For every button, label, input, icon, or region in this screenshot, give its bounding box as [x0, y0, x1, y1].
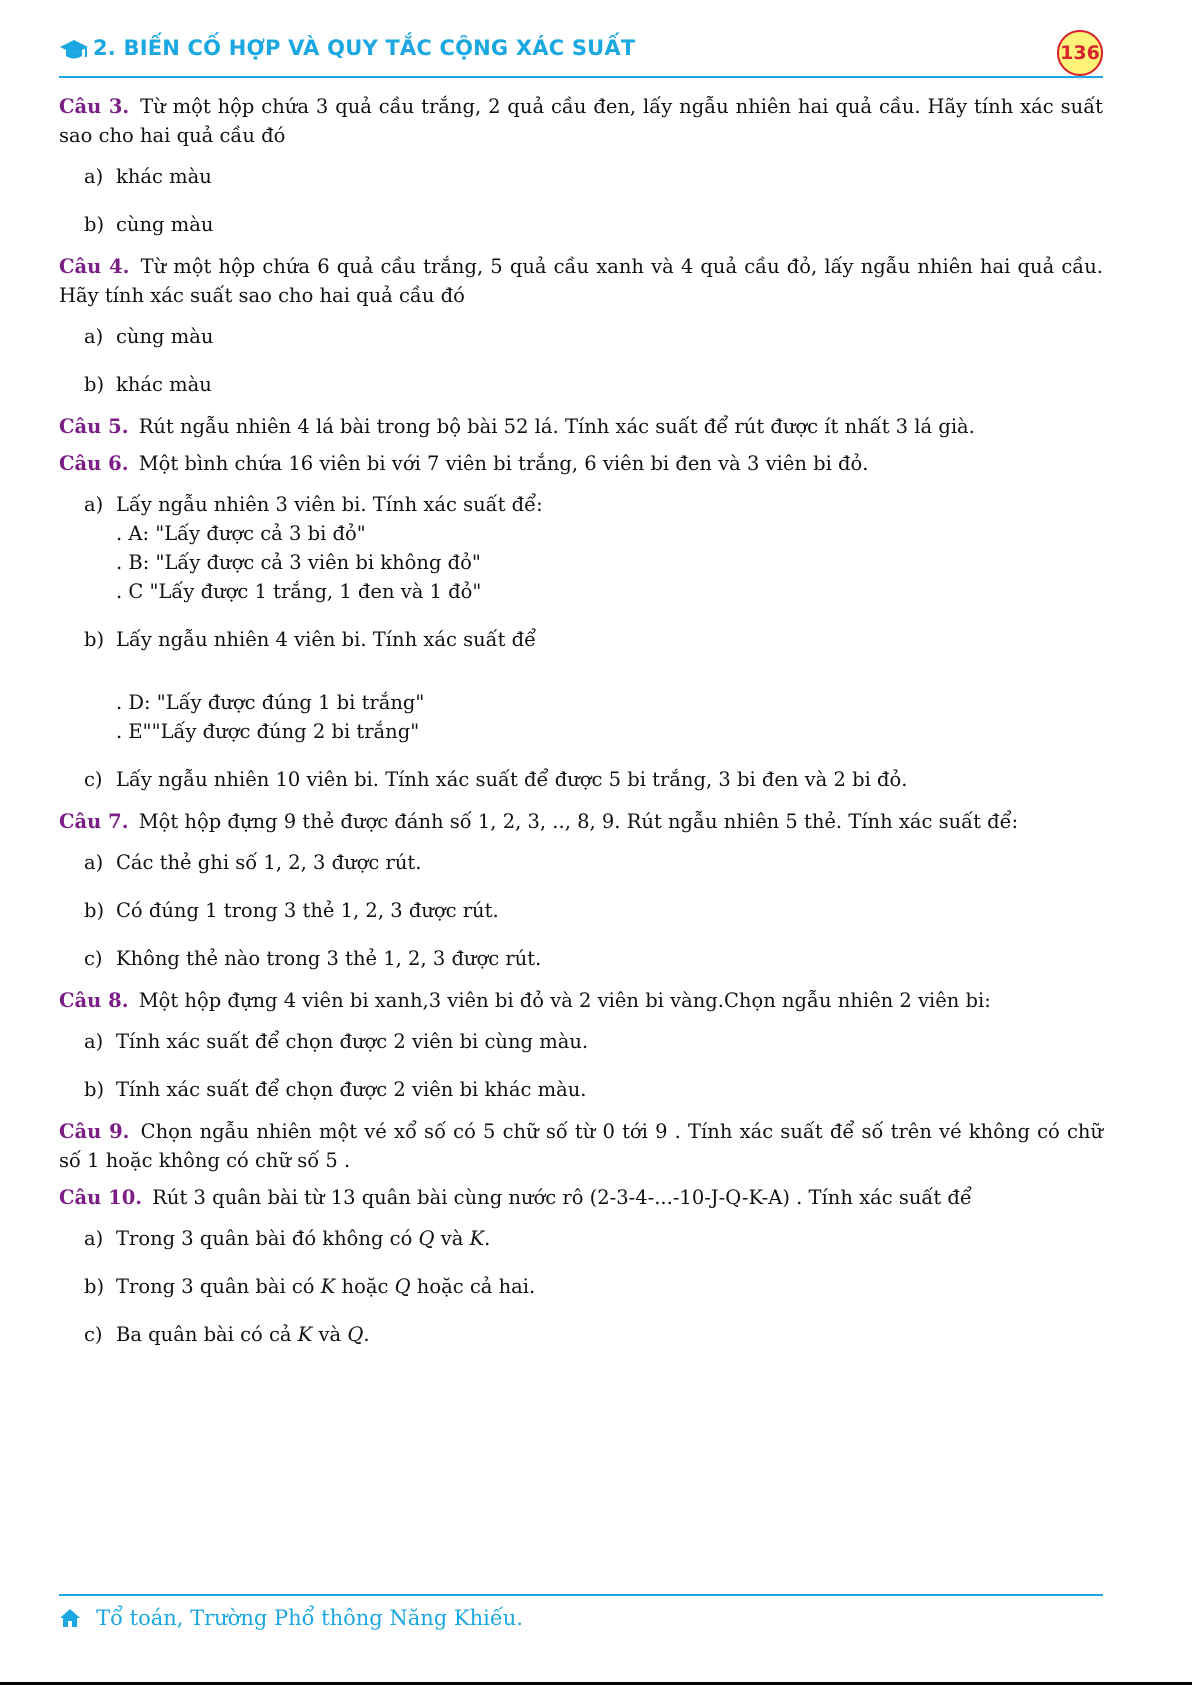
list-item: b) Có đúng 1 trong 3 thẻ 1, 2, 3 được rút. [84, 899, 499, 922]
question-4-parts [59, 322, 1103, 399]
question-label: Câu 4. [59, 255, 130, 278]
question-text: Một hộp đựng 9 thẻ được đánh số 1, 2, 3, .., 8, 9. Rút ngẫu nhiên 5 thẻ. Tính xác suất để: [138, 810, 1019, 833]
list-item: a) Các thẻ ghi số 1, 2, 3 được rút. [84, 851, 422, 874]
page-number-badge: 136 [1057, 30, 1103, 76]
question-3 [59, 92, 1103, 150]
page-header [59, 32, 1103, 78]
question-text: Rút 3 quân bài từ 13 quân bài cùng nước rô (2-3-4-...-10-J-Q-K-A) . Tính xác suất để [152, 1186, 972, 1209]
exercise-list [59, 92, 1103, 1362]
list-item: b) Tính xác suất để chọn được 2 viên bi khác màu. [84, 1078, 587, 1101]
question-text: Rút ngẫu nhiên 4 lá bài trong bộ bài 52 lá. Tính xác suất để rút được ít nhất 3 lá già. [138, 415, 975, 438]
list-item: a) Tính xác suất để chọn được 2 viên bi cùng màu. [84, 1030, 589, 1053]
question-10 [59, 1183, 1103, 1212]
question-label: Câu 7. [59, 810, 129, 833]
list-item: b) Trong 3 quân bài có K hoặc Q hoặc cả hai. [84, 1275, 536, 1298]
question-5 [59, 412, 1103, 441]
list-item: a) khác màu [84, 165, 212, 188]
list-item: c) Lấy ngẫu nhiên 10 viên bi. Tính xác suất để được 5 bi trắng, 3 bi đen và 2 bi đỏ. [84, 768, 908, 791]
list-item: b) cùng màu [84, 213, 214, 236]
list-item: b) Lấy ngẫu nhiên 4 viên bi. Tính xác suất để . D: "Lấy được đúng 1 bi trắng" . E""Lấy được đúng 2 bi trắng" [84, 625, 1103, 746]
list-item: a) Trong 3 quân bài đó không có Q và K. [84, 1227, 491, 1250]
event-E: . E""Lấy được đúng 2 bi trắng" [116, 720, 420, 743]
question-3-parts [59, 162, 1103, 239]
question-4 [59, 252, 1103, 310]
question-text: Một hộp đựng 4 viên bi xanh,3 viên bi đỏ và 2 viên bi vàng.Chọn ngẫu nhiên 2 viên bi: [138, 989, 991, 1012]
list-item: c) Ba quân bài có cả K và Q. [84, 1323, 370, 1346]
question-label: Câu 9. [59, 1120, 130, 1143]
event-D: . D: "Lấy được đúng 1 bi trắng" [116, 691, 425, 714]
question-label: Câu 5. [59, 415, 129, 438]
question-label: Câu 3. [59, 95, 130, 118]
home-icon [59, 1608, 81, 1628]
list-item: c) Không thẻ nào trong 3 thẻ 1, 2, 3 được rút. [84, 947, 542, 970]
question-6-parts [59, 490, 1103, 794]
footer-text: Tổ toán, Trường Phổ thông Năng Khiếu. [96, 1606, 523, 1630]
event-A: . A: "Lấy được cả 3 bi đỏ" [116, 522, 366, 545]
question-label: Câu 10. [59, 1186, 143, 1209]
question-8-parts [59, 1027, 1103, 1104]
question-8 [59, 986, 1103, 1015]
graduation-cap-icon [59, 38, 89, 62]
event-C: . C "Lấy được 1 trắng, 1 đen và 1 đỏ" [116, 580, 482, 603]
question-text: Một bình chứa 16 viên bi với 7 viên bi trắng, 6 viên bi đen và 3 viên bi đỏ. [138, 452, 869, 475]
question-text: Từ một hộp chứa 6 quả cầu trắng, 5 quả cầu xanh và 4 quả cầu đỏ, lấy ngẫu nhiên hai quả cầu. Hãy tính xác suất sao cho hai quả cầu đó [59, 255, 1103, 307]
question-7 [59, 807, 1103, 836]
page-title: 2. BIẾN CỐ HỢP VÀ QUY TẮC CỘNG XÁC SUẤT [93, 36, 636, 60]
question-6 [59, 449, 1103, 478]
question-10-parts [59, 1224, 1103, 1349]
list-item: a) Lấy ngẫu nhiên 3 viên bi. Tính xác suất để: . A: "Lấy được cả 3 bi đỏ" . B: "Lấy được cả 3 viên bi không đỏ" . C "Lấy được 1 trắng, 1 đen và 1 đỏ" [84, 490, 1103, 606]
event-B: . B: "Lấy được cả 3 viên bi không đỏ" [116, 551, 481, 574]
question-7-parts [59, 848, 1103, 973]
question-text: Chọn ngẫu nhiên một vé xổ số có 5 chữ số từ 0 tới 9 . Tính xác suất để số trên vé không có chữ số 1 hoặc không có chữ số 5 . [59, 1120, 1104, 1172]
list-item: b) khác màu [84, 373, 212, 396]
question-text: Từ một hộp chứa 3 quả cầu trắng, 2 quả cầu đen, lấy ngẫu nhiên hai quả cầu. Hãy tính xác suất sao cho hai quả cầu đó [59, 95, 1103, 147]
page-footer [59, 1594, 1103, 1630]
question-label: Câu 8. [59, 989, 129, 1012]
question-label: Câu 6. [59, 452, 129, 475]
question-9 [59, 1117, 1103, 1175]
list-item: a) cùng màu [84, 325, 214, 348]
